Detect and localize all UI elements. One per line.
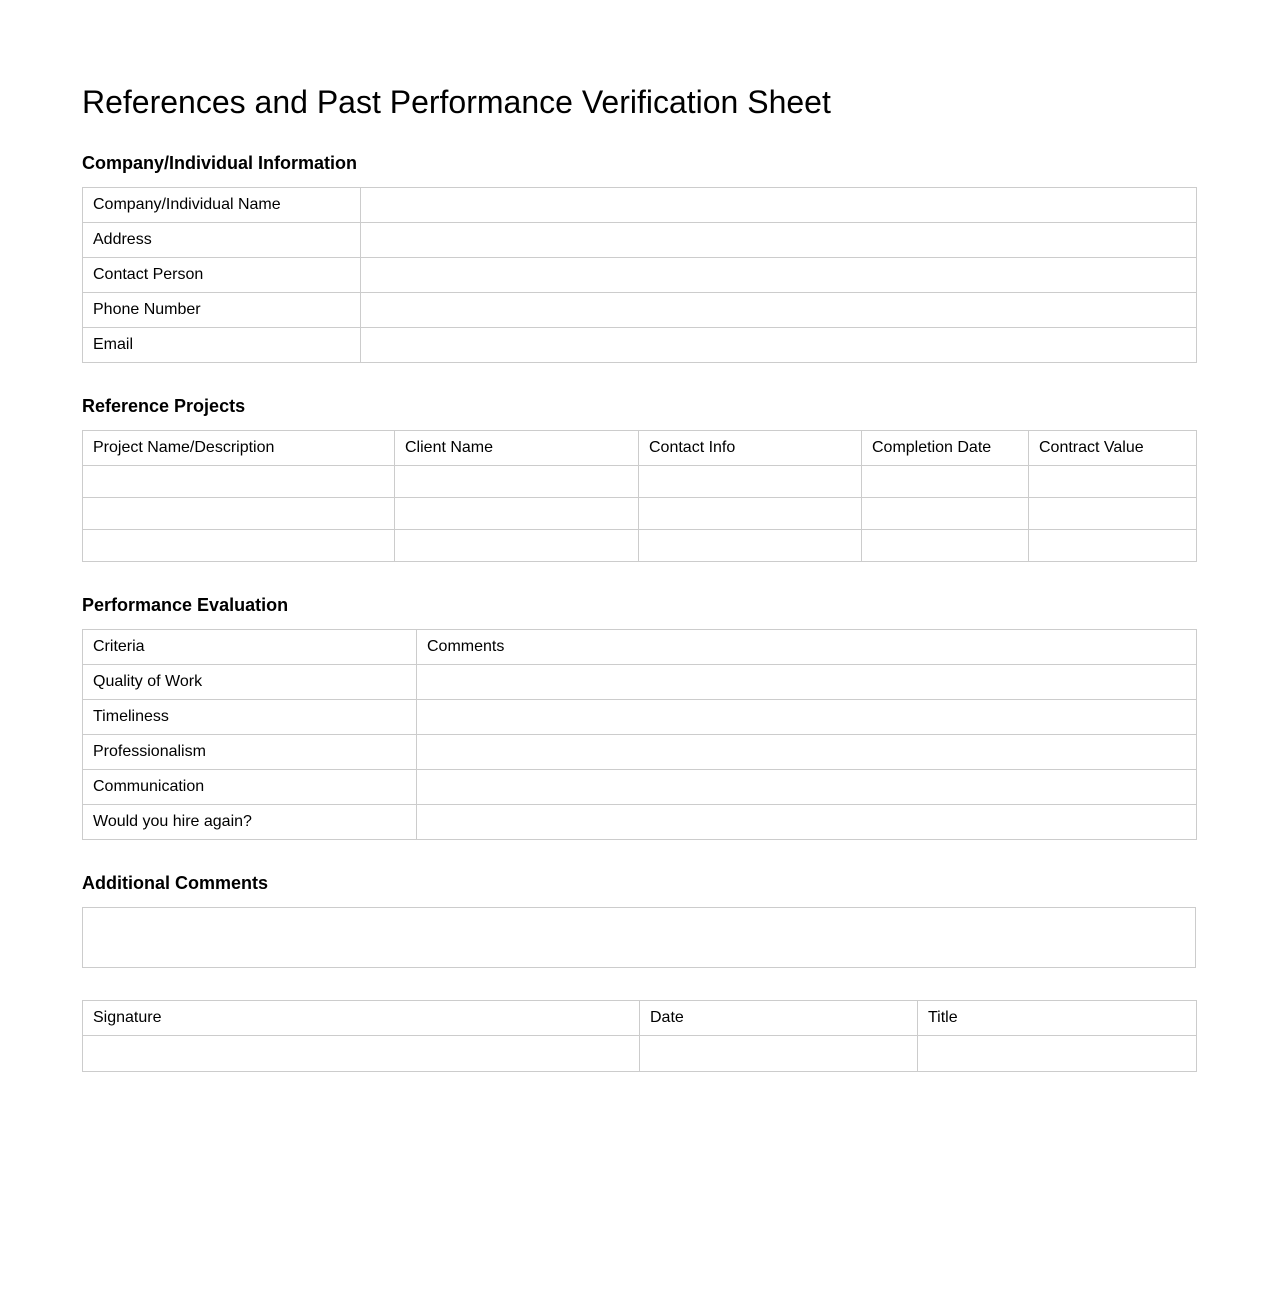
contract-value-cell[interactable] — [1029, 498, 1197, 530]
verification-sheet — [82, 82, 1196, 1072]
completion-date-cell[interactable] — [862, 466, 1029, 498]
signature-table — [82, 1000, 1197, 1072]
reference-projects-heading: Reference Projects — [82, 396, 246, 416]
company-name-field[interactable] — [361, 188, 1197, 223]
table-header-row — [83, 431, 1197, 466]
title-field[interactable] — [918, 1036, 1197, 1072]
address-field[interactable] — [361, 223, 1197, 258]
company-info-row — [83, 293, 1197, 328]
completion-date-cell[interactable] — [862, 498, 1029, 530]
phone-number-label: Phone Number — [83, 293, 361, 328]
column-header-criteria: Criteria — [83, 630, 417, 665]
client-cell[interactable] — [395, 466, 639, 498]
company-info-row — [83, 258, 1197, 293]
contact-cell[interactable] — [639, 466, 862, 498]
comments-cell[interactable] — [417, 665, 1197, 700]
client-cell[interactable] — [395, 498, 639, 530]
additional-comments-heading: Additional Comments — [82, 873, 269, 893]
criteria-timeliness: Timeliness — [83, 700, 417, 735]
table-row — [83, 735, 1197, 770]
company-info-table — [82, 187, 1197, 363]
reference-projects-table — [82, 430, 1197, 562]
date-field[interactable] — [640, 1036, 918, 1072]
signature-field[interactable] — [83, 1036, 640, 1072]
contract-value-cell[interactable] — [1029, 466, 1197, 498]
date-label: Date — [640, 1001, 918, 1036]
comments-cell[interactable] — [417, 700, 1197, 735]
company-info-heading: Company/Individual Information — [82, 153, 358, 173]
column-header-project: Project Name/Description — [83, 431, 395, 466]
table-row — [83, 466, 1197, 498]
table-row — [83, 1036, 1197, 1072]
company-info-row — [83, 188, 1197, 223]
contact-cell[interactable] — [639, 530, 862, 562]
table-row — [83, 700, 1197, 735]
client-cell[interactable] — [395, 530, 639, 562]
performance-evaluation-table — [82, 629, 1197, 840]
additional-comments-box[interactable] — [82, 907, 1196, 968]
criteria-professionalism: Professionalism — [83, 735, 417, 770]
project-cell[interactable] — [83, 466, 395, 498]
contact-person-field[interactable] — [361, 258, 1197, 293]
company-info-row — [83, 328, 1197, 363]
column-header-contract-value: Contract Value — [1029, 431, 1197, 466]
completion-date-cell[interactable] — [862, 530, 1029, 562]
column-header-client: Client Name — [395, 431, 639, 466]
comments-cell[interactable] — [417, 770, 1197, 805]
contact-cell[interactable] — [639, 498, 862, 530]
company-name-label: Company/Individual Name — [83, 188, 361, 223]
page-title: References and Past Performance Verification Sheet — [82, 84, 831, 120]
title-label: Title — [918, 1001, 1197, 1036]
table-row — [83, 498, 1197, 530]
performance-evaluation-heading: Performance Evaluation — [82, 595, 289, 615]
table-row — [83, 805, 1197, 840]
criteria-quality-of-work: Quality of Work — [83, 665, 417, 700]
contract-value-cell[interactable] — [1029, 530, 1197, 562]
comments-cell[interactable] — [417, 735, 1197, 770]
contact-person-label: Contact Person — [83, 258, 361, 293]
comments-cell[interactable] — [417, 805, 1197, 840]
table-row — [83, 665, 1197, 700]
column-header-comments: Comments — [417, 630, 1197, 665]
email-field[interactable] — [361, 328, 1197, 363]
project-cell[interactable] — [83, 498, 395, 530]
criteria-hire-again: Would you hire again? — [83, 805, 417, 840]
table-row — [83, 530, 1197, 562]
column-header-completion-date: Completion Date — [862, 431, 1029, 466]
company-info-row — [83, 223, 1197, 258]
email-label: Email — [83, 328, 361, 363]
signature-label: Signature — [83, 1001, 640, 1036]
table-header-row — [83, 630, 1197, 665]
table-header-row — [83, 1001, 1197, 1036]
table-row — [83, 770, 1197, 805]
criteria-communication: Communication — [83, 770, 417, 805]
address-label: Address — [83, 223, 361, 258]
column-header-contact: Contact Info — [639, 431, 862, 466]
project-cell[interactable] — [83, 530, 395, 562]
phone-number-field[interactable] — [361, 293, 1197, 328]
